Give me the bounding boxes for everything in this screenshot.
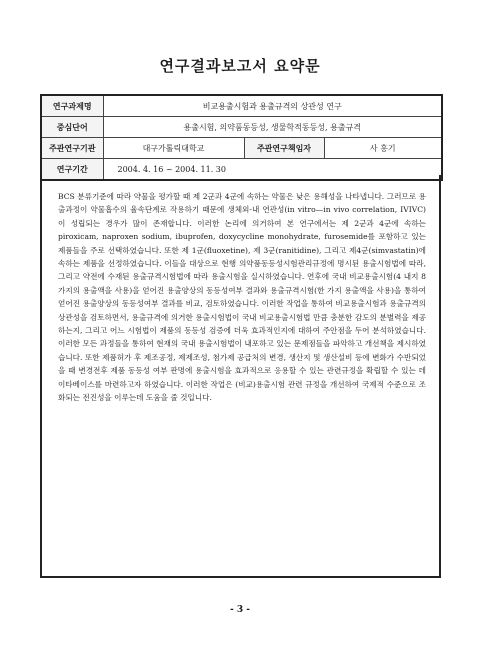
period-label: 연구기간	[41, 159, 103, 181]
keywords-label: 중심단어	[41, 117, 103, 138]
research-period: 2004. 4. 16 ~ 2004. 11. 30	[103, 159, 442, 181]
summary-info-table	[40, 94, 443, 181]
table-row	[41, 117, 442, 138]
page-title: 연구결과보고서 요약문	[159, 57, 321, 75]
keywords: 용출시험, 의약품동등성, 생물학적동등성, 용출규격	[103, 117, 442, 138]
project-name-label: 연구과제명	[41, 95, 103, 117]
table-row	[41, 95, 442, 117]
institution-label: 주관연구기관	[41, 138, 103, 159]
project-name: 비교용출시험과 용출규격의 상관성 연구	[103, 95, 442, 117]
pi-label: 주관연구책임자	[244, 138, 324, 159]
institution: 대구가톨릭대학교	[103, 138, 244, 159]
table-row	[41, 138, 442, 159]
page-number: - 3 -	[230, 605, 250, 615]
summary-text: BCS 분류기준에 따라 약물을 평가할 때 제 2군과 4군에 속하는 약물은 낮은 용해성을 나타냅니다. 그러므로 용출과정이 약물흡수의 율속단계로 작용하기 때문에 생체외-내 연관성(in vitro—in vivo correlation, IVIVC)이 성립되는 경우가 많이 존재합니다. 이러한 논리에 의거하여 본 연구에서는 제 2군과 4군에 속하는 piroxicam, naproxen sodium, ibuprofen, doxycycline monohydrate, furosemide를 포함하고 있는 제품들을 주로 선택하였습니다. 또한 제 1군(fluoxetine), 제 3군(ranitidine), 그리고 제4군(simvastatin)에 속하는 제품을 선정하였습니다. 이들을 대상으로 현행 의약품동등성시험관리규정에 명시된 용출시험법에 따라, 그리고 약전에 수재된 용출규격시험법에 따라 용출시험을 실시하였습니다. 연후에 국내 비교용출시험(4 내지 8 가지의 용출액을 사용)을 얻어진 용출양상의 동등성여부 결과와 용출규격시험(한 가지 용출액을 사용)을 통하여 얻어진 용출양상의 동등성여부 결과를 비교, 검토하였습니다. 이러한 작업을 통하여 비교용출시험과 용출규격의 상관성을 검토하면서, 용출규격에 의거한 용출시험법이 국내 비교용출시험법 만큼 충분한 감도의 분별력을 제공하는지, 그리고 어느 시험법이 제품의 동등성 검증에 더욱 효과적인지에 대하여 주안점을 두어 분석하였습니다. 이러한 모든 과정들을 통하여 현재의 국내 용출시험법이 내포하고 있는 문제점들을 파악하고 개선책을 제시하였습니다. 또한 제품허가 후 제조공정, 제제조성, 첨가제 공급처의 변경, 생산지 및 생산설비 등에 변화가 수반되었을 때 변경전후 제품 동등성 여부 판명에 용출시험을 효과적으로 응용할 수 있는 관련규정을 확립할 수 있는 데이타베이스를 마련하고자 하였습니다. 이러한 작업은 (비교)용출시험 관련 규정을 개선하여 국제적 수준으로 조화되는 전진성을 이루는데 도움을 줄 것입니다.	[58, 192, 426, 403]
pi-name: 사 홍기	[324, 138, 442, 159]
